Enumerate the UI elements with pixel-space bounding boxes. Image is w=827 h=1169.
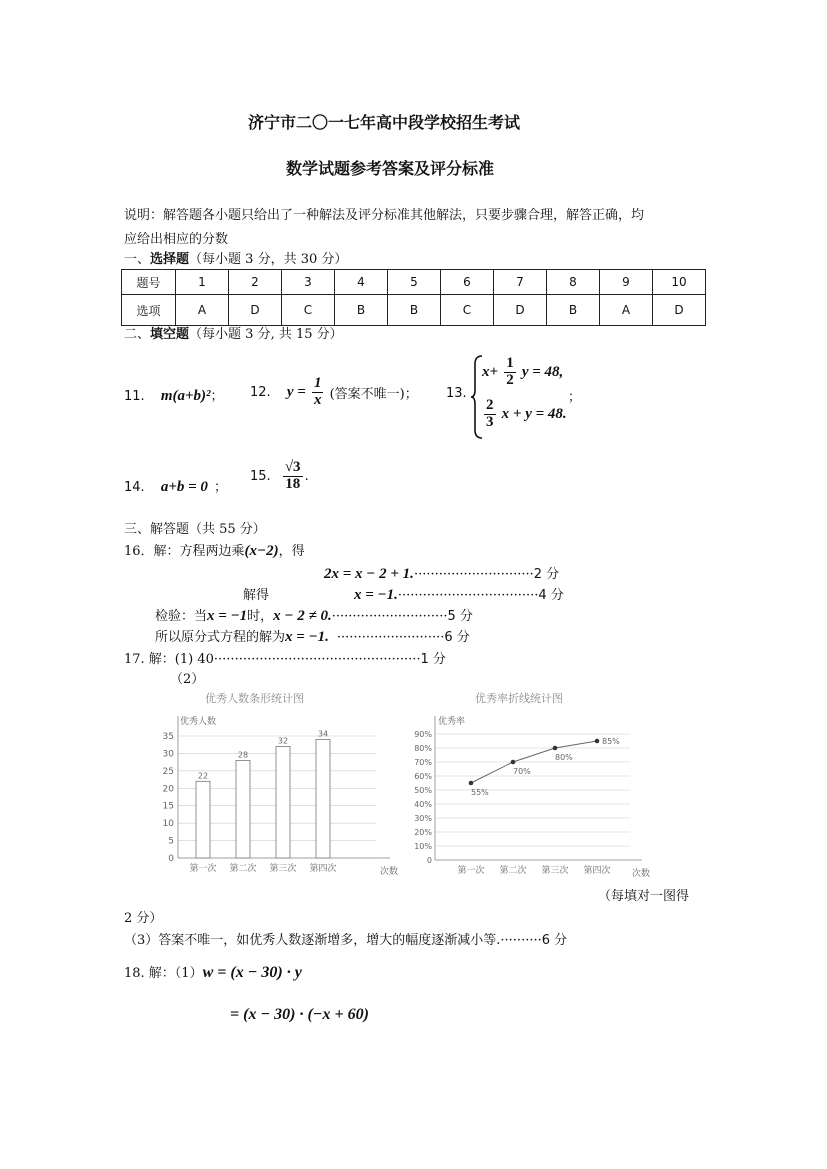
q16-check: 检验：当x = −1时，x − 2 ≠ 0.····························5 分 (155, 608, 473, 624)
data-label: 80% (555, 753, 573, 762)
y-tick-label: 10% (414, 842, 432, 851)
q16-step-2: x = −1.··································4 分 (354, 587, 564, 603)
y-tick-label: 20 (162, 784, 174, 795)
y-tick-label: 40% (414, 800, 432, 809)
answer-cell: C (441, 295, 494, 326)
note-line-2: 应给出相应的分数 (124, 232, 229, 247)
x-tick-label: 第一次 (189, 864, 217, 874)
y-tick-label: 5 (168, 836, 174, 847)
answer-cell: D (229, 295, 282, 326)
bar-value-label: 34 (317, 729, 329, 739)
q17-grade-note-2: 2 分） (124, 911, 163, 926)
data-point (553, 746, 558, 751)
q18-step-1: 18. 解：（1）w = (x − 30) · y (124, 964, 302, 981)
line-chart (405, 686, 650, 884)
q11: 11. m(a+b)²； (124, 388, 224, 404)
answer-cell: B (388, 295, 441, 326)
data-label: 55% (471, 788, 489, 797)
answer-cell: B (335, 295, 388, 326)
bar (316, 739, 330, 858)
row-label-answer: 选项 (122, 295, 176, 326)
question-number-cell: 2 (229, 270, 282, 295)
x-tick-label: 第四次 (583, 866, 611, 876)
data-point (511, 760, 516, 765)
y-tick-label: 0 (426, 856, 432, 865)
q17-part1: 17. 解：(1) 40··················································1 分 (124, 652, 446, 667)
page-subtitle: 数学试题参考答案及评分标准 (286, 159, 495, 178)
q17-grade-note: （每填对一图得 (598, 889, 690, 904)
question-number-cell: 3 (282, 270, 335, 295)
section1-heading: 一、选择题（每小题 3 分，共 30 分） (124, 252, 348, 267)
chart-title: 优秀率折线统计图 (475, 692, 563, 705)
answer-cell: B (547, 295, 600, 326)
x-tick-label: 第二次 (499, 866, 527, 876)
q14-answer: a+b = 0 (160, 479, 208, 495)
answer-cell: D (653, 295, 706, 326)
y-tick-label: 80% (414, 744, 432, 753)
answer-cell: A (600, 295, 653, 326)
question-number-cell: 10 (653, 270, 706, 295)
q13-separator: ； (568, 390, 582, 405)
y-axis-label: 优秀率 (438, 717, 466, 727)
page-title: 济宁市二〇一七年高中段学校招生考试 (248, 113, 521, 132)
question-number-cell: 1 (176, 270, 229, 295)
answer-cell: A (176, 295, 229, 326)
q15: 15. $\frac{√3}{18}$ . (250, 459, 309, 492)
x-axis-label: 次数 (632, 869, 651, 879)
question-number-cell: 6 (441, 270, 494, 295)
x-tick-label: 第三次 (269, 864, 297, 874)
table-row (122, 295, 706, 326)
x-tick-label: 第三次 (541, 866, 569, 876)
bar (196, 781, 210, 858)
q16-conclusion: 所以原分式方程的解为x = −1. ··························6 分 (155, 629, 470, 645)
answer-cell: C (282, 295, 335, 326)
q18-step-2: = (x − 30) · (−x + 60) (230, 1006, 369, 1023)
data-point (469, 781, 474, 786)
y-tick-label: 90% (414, 730, 432, 739)
row-label-number: 题号 (122, 270, 176, 295)
y-tick-label: 10 (162, 819, 174, 830)
q16-intro: 16．解：方程两边乘(x−2)，得 (124, 543, 305, 559)
data-label: 70% (513, 767, 531, 776)
q17-part3: （3）答案不唯一，如优秀人数逐渐增多，增大的幅度逐渐减小等.··········6 分 (124, 933, 568, 948)
x-tick-label: 第四次 (309, 864, 337, 874)
y-tick-label: 30 (162, 749, 174, 760)
question-number-cell: 7 (494, 270, 547, 295)
bar (236, 760, 250, 858)
q13-equation-2: $\frac{2}{3}$ x + y = 48. (486, 397, 567, 430)
y-axis-label: 优秀人数 (180, 717, 217, 727)
x-axis-label: 次数 (380, 867, 399, 877)
note-line-1: 说明：解答题各小题只给出了一种解法及评分标准其他解法，只要步骤合理，解答正确，均 (124, 208, 645, 223)
chart-title: 优秀人数条形统计图 (205, 692, 304, 705)
data-point (595, 739, 600, 744)
q11-answer: m(a+b)² (160, 388, 211, 404)
y-tick-label: 60% (414, 772, 432, 781)
y-tick-label: 50% (414, 786, 432, 795)
y-tick-label: 20% (414, 828, 432, 837)
bar-chart (160, 686, 399, 884)
section3-heading: 三、解答题（共 55 分） (124, 522, 266, 537)
q12: 12. y = $\frac{1}{x}$ (答案不唯一)； (250, 375, 418, 408)
section2-heading: 二、填空题（每小题 3 分, 共 15 分） (124, 327, 343, 342)
question-number-cell: 4 (335, 270, 388, 295)
bar-value-label: 32 (277, 736, 289, 746)
bar-value-label: 22 (197, 771, 209, 781)
q16-step-1: 2x = x − 2 + 1.·····························2 分 (324, 566, 560, 582)
q13-number: 13. (446, 386, 467, 401)
y-tick-label: 25 (162, 766, 174, 777)
y-tick-label: 15 (162, 801, 174, 812)
question-number-cell: 9 (600, 270, 653, 295)
question-number-cell: 8 (547, 270, 600, 295)
q17-part2-label: （2） (170, 672, 205, 687)
y-tick-label: 0 (168, 854, 174, 864)
q14: 14. a+b = 0 ； (124, 479, 227, 495)
q13-equation-1: x+ $\frac{1}{2}$ y = 48, (482, 355, 564, 388)
x-tick-label: 第二次 (229, 864, 257, 874)
y-tick-label: 30% (414, 814, 432, 823)
data-label: 85% (602, 737, 620, 746)
choice-answer-table (121, 269, 706, 326)
y-tick-label: 35 (162, 732, 174, 742)
y-tick-label: 70% (414, 758, 432, 767)
q16-solve-label: 解得 (243, 588, 270, 603)
x-tick-label: 第一次 (457, 866, 485, 876)
bar (276, 746, 290, 858)
table-row (122, 270, 706, 295)
question-number-cell: 5 (388, 270, 441, 295)
answer-cell: D (494, 295, 547, 326)
bar-value-label: 28 (237, 750, 249, 760)
